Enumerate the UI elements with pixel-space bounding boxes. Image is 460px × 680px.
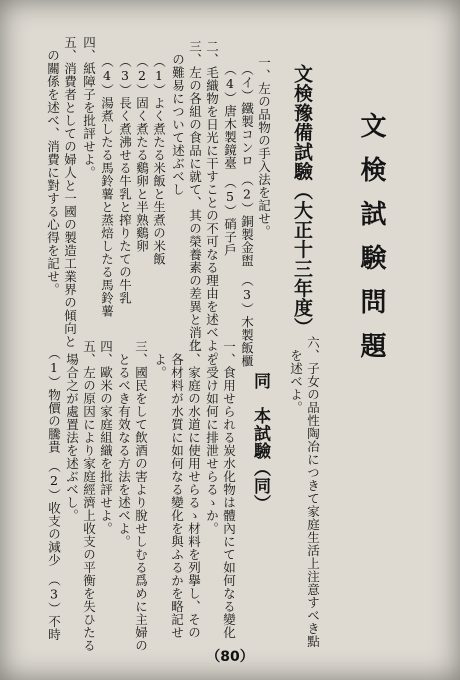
question-line: 二、毛織物を日光に干すことの不可なる理由を述べよ。 <box>204 40 220 365</box>
question-line: の難易について述ぶべし <box>170 40 186 196</box>
page-number: （80） <box>206 649 254 665</box>
question-line: 各材料が水質に如何なる變化を與ふるかを略記せ <box>169 340 185 639</box>
question-line: 一、食用せられる炭水化物は體內にて如何なる變化 <box>221 340 237 639</box>
question-line: （4）唐木製鏡臺 （5）硝子戶 <box>222 56 238 257</box>
question-line: とるべき有效なる方法を述べよ。 <box>116 340 132 548</box>
question-line: 四、紙障子を批評せよ。 <box>81 36 97 179</box>
question-line: 二、家庭の水道に使用せらるゝ材料を列擧し、その <box>186 340 202 639</box>
question-line-carry: を述べよ。 <box>288 336 304 414</box>
question-line: を受け如何に排泄せらるゝか。 <box>204 340 220 535</box>
question-line: 三、國民をして飲酒の害より脫せしむる爲めに主婦の <box>133 340 149 652</box>
question-line: 五、消費者としての婦人と一國の製造工業界の傾向と <box>62 36 78 348</box>
section-heading-preliminary: 文検豫備試驗（大正十三年度） <box>291 64 313 337</box>
question-line: よ。 <box>152 340 168 379</box>
question-line: （3）長く煮沸せる牛乳と搾りたての牛乳 <box>117 48 133 305</box>
question-line: （1）物價の騰貴 （2）收支の減少 （3）不時 <box>46 340 62 641</box>
section-heading-main-exam: 同 本試驗（同） <box>250 372 270 512</box>
question-line: （1）よく煮たる米飯と生煮の米飯 <box>151 48 167 266</box>
question-line: 一、左の品物の手入法を記せ。 <box>256 56 272 238</box>
question-line: （イ）鐵製コンロ （2）銅製金盥 （3）木製飯櫃 <box>239 56 255 368</box>
question-line: （4）湯煮したる馬鈴薯と蒸焙したる馬鈴薯 <box>99 48 115 318</box>
question-line-carry: 六、子女の品性陶冶につきて家庭生活上注意すべき點 <box>305 336 321 648</box>
question-line: 四、歐米の家庭組織を批評せよ。 <box>98 340 114 535</box>
question-line: 五、左の原因により家庭經濟上收支の平衡を失ひたる <box>81 340 97 652</box>
question-line: （2）固く煮たる鷄卵と半熟鷄卵 <box>134 48 150 253</box>
question-line: 三、左の各組の食品に就て、其の榮養素の差異と消化 <box>187 40 203 352</box>
question-line: 場合之が處置法を述ぶべし。 <box>64 340 80 522</box>
question-line: の關係を述べ、消費に對する心得を記せ。 <box>45 36 61 296</box>
page-title: 文検試験問題 <box>356 112 386 376</box>
